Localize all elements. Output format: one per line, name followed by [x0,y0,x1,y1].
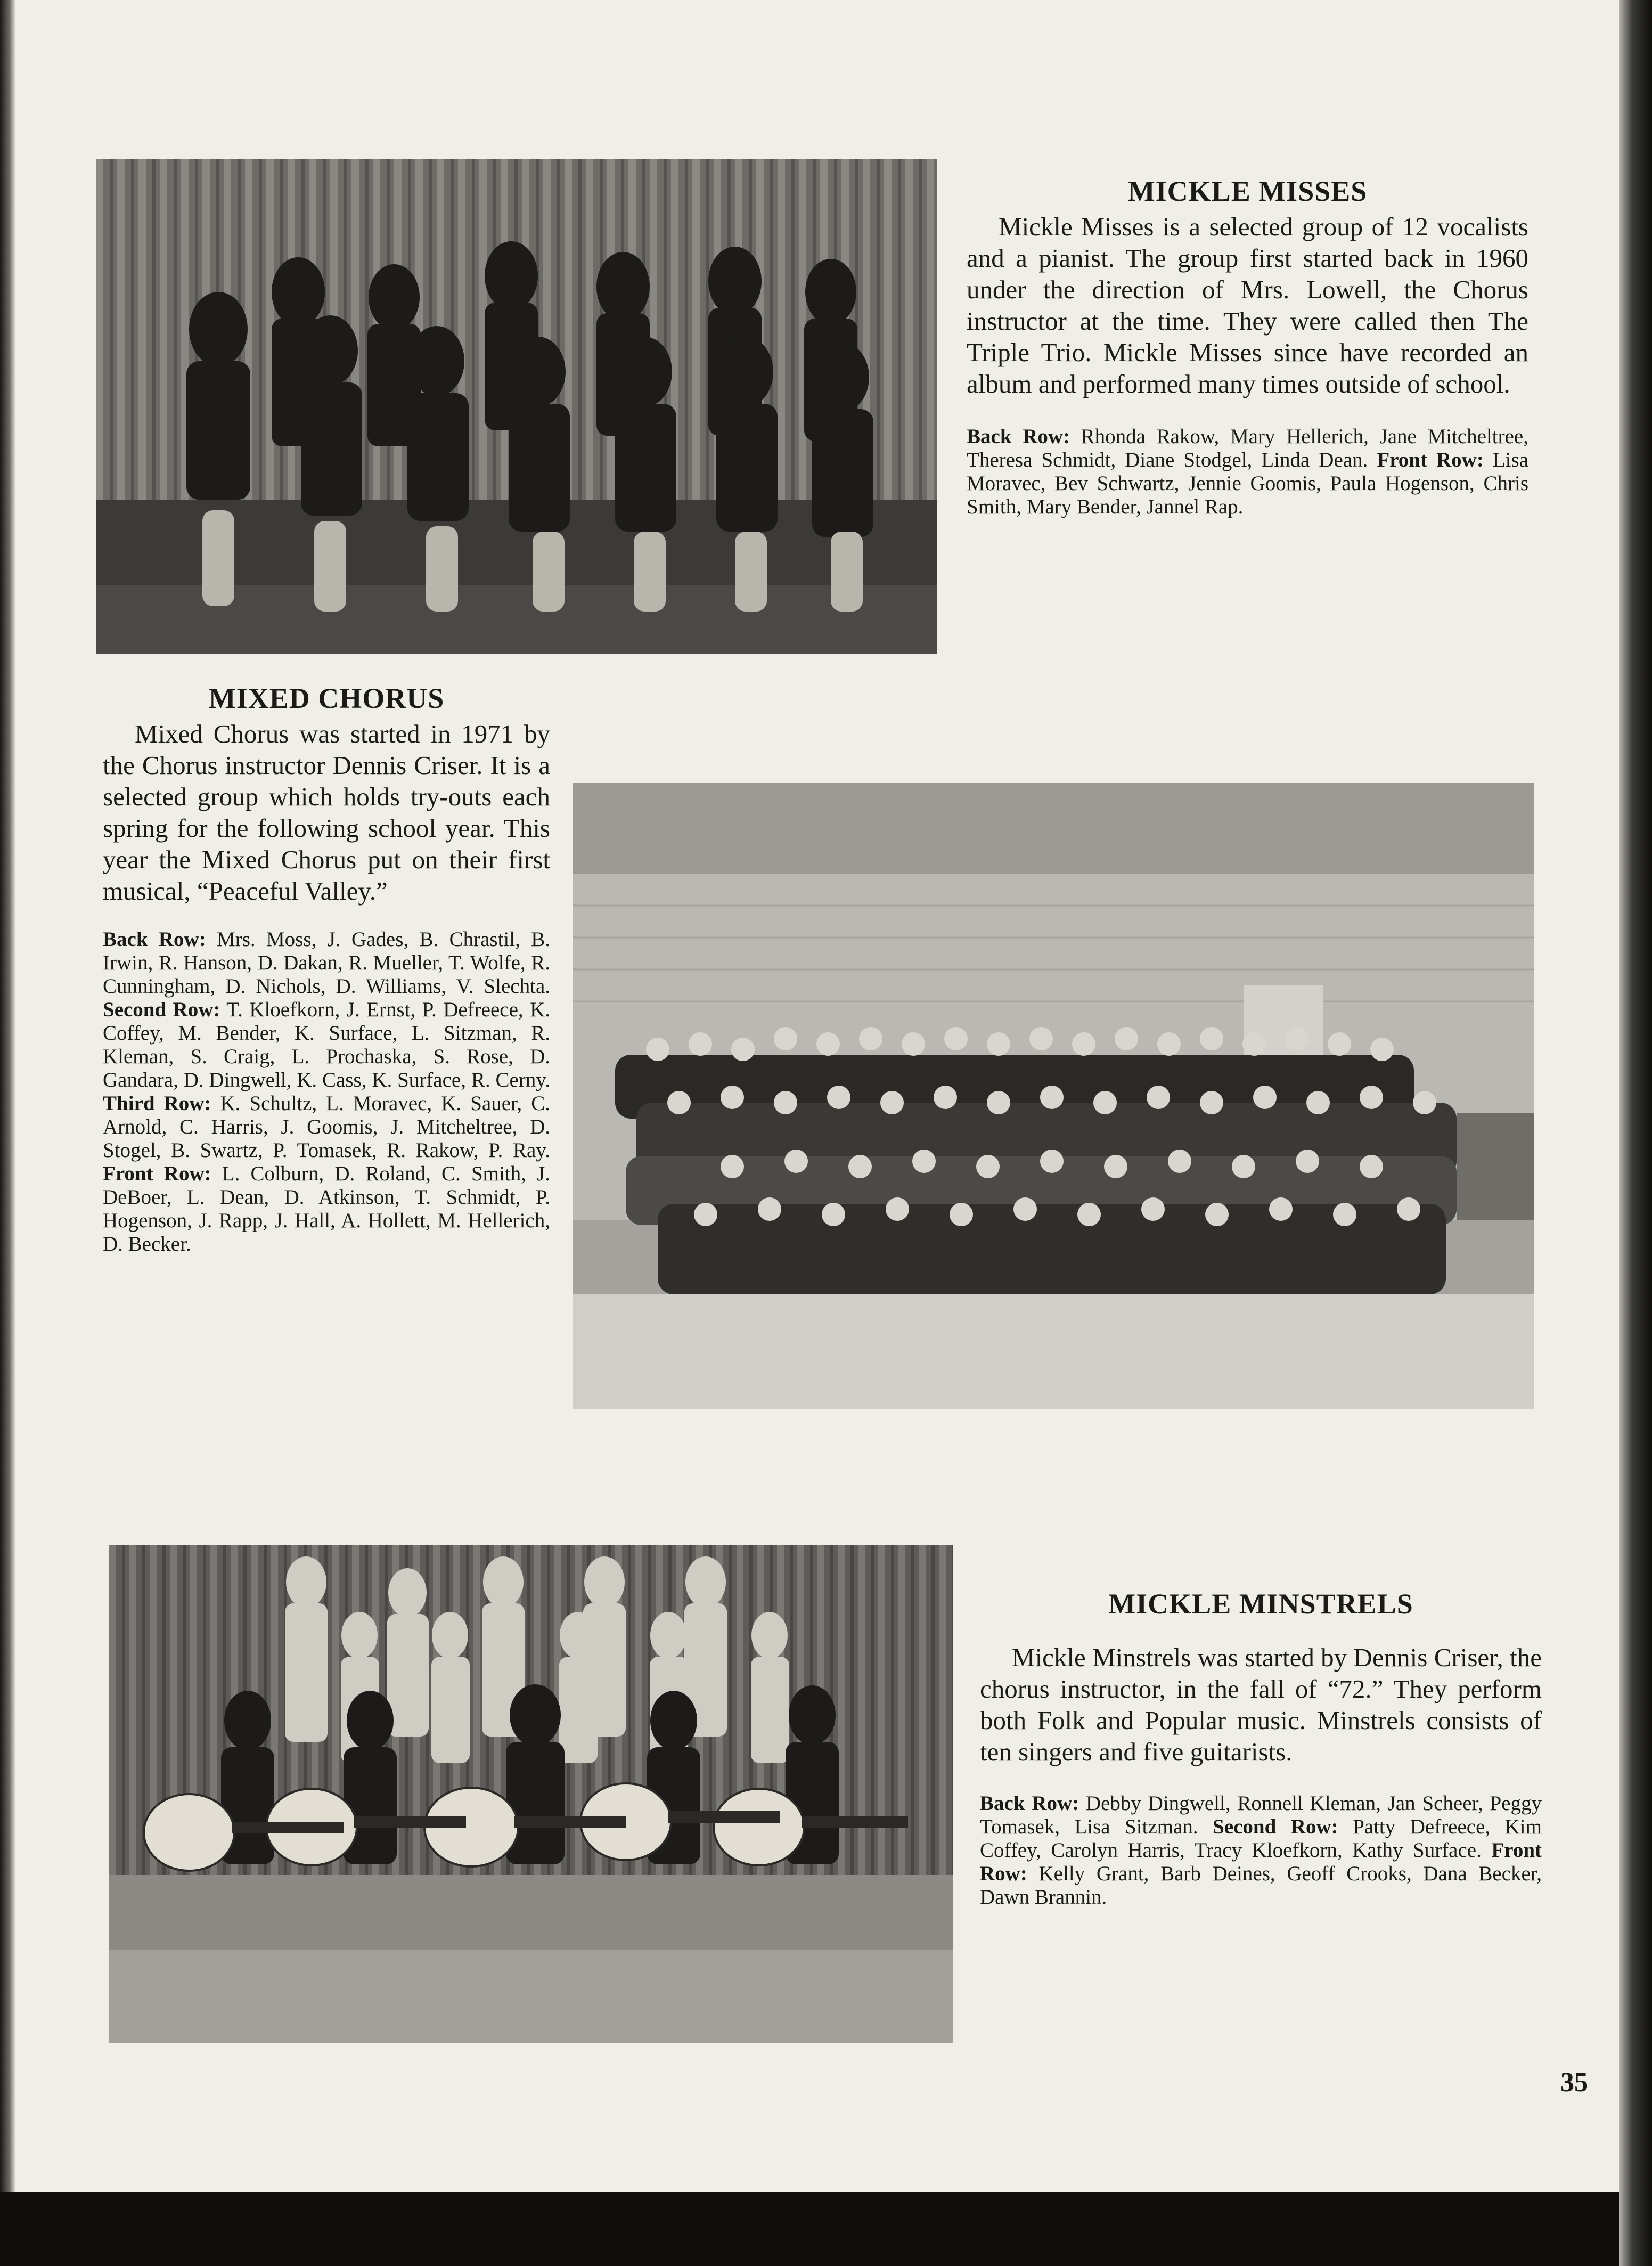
mickle-misses-photo [96,159,937,654]
caption-row-names: Debby Dingwell, Ronnell Kleman, Jan Scheer, Peggy Tomasek, Lisa Sitzman. [980,1792,1542,1838]
mixed-chorus-body: Mixed Chorus was started in 1971 by the Chorus instructor Dennis Criser. It is a selected group which holds try-outs each spring for the following school year. This year the Mixed Chorus put on their first musical, “Peaceful Valley.” [103,719,550,906]
mickle-misses-caption [967,425,1528,519]
mickle-minstrels-caption [980,1792,1542,1909]
caption-row-label: Third Row: [103,1092,211,1115]
mickle-misses-heading: MICKLE MISSES [1127,175,1368,207]
caption-row-names: Patty Defreece, Kim Coffey, Carolyn Harris, Tracy Kloefkorn, Kathy Surface. [980,1815,1542,1862]
caption-row-label: Front Row: [103,1162,211,1185]
mixed-chorus-photo [573,783,1534,1409]
mickle-minstrels-heading: MICKLE MINSTRELS [1108,1588,1413,1620]
binding-edge [1619,0,1652,2266]
mixed-chorus-heading: MIXED CHORUS [208,682,445,714]
mickle-minstrels-photo [109,1545,953,2043]
mickle-misses-body: Mickle Misses is a selected group of 12 vocalists and a pianist. The group first started back in 1960 under the direction of Mrs. Lowell, the Chorus instructor at the time. They were called then The Triple Trio. Mickle Misses since have recorded an album and performed many times outside of school. [967,212,1528,398]
mickle-minstrels-body: Mickle Minstrels was started by Dennis Criser, the chorus instructor, in the fall of “72.” They perform both Folk and Popular music. Minstrels consists of ten singers and five guitarists. [980,1643,1542,1766]
mixed-chorus-caption [103,928,550,1256]
caption-row-label: Back Row: [103,928,206,951]
caption-row-names: Mrs. Moss, J. Gades, B. Chrastil, B. Irwin, R. Hanson, D. Dakan, R. Mueller, T. Wolfe, R. Cunningham, D. Nichols, D. Williams, V. Slechta. [103,928,550,998]
caption-row-names: T. Kloefkorn, J. Ernst, P. Defreece, K. Coffey, M. Bender, K. Surface, L. Sitzman, R. Kleman, S. Craig, L. Prochaska, S. Rose, D. Gandara, D. Dingwell, K. Cass, K. Surface, R. Cerny. [103,998,550,1091]
caption-row-label: Second Row: [1213,1815,1338,1838]
page-number: 35 [1560,2067,1588,2098]
mickle-minstrels-text [980,1587,1542,1909]
caption-row-label: Front Row: [1377,449,1484,471]
caption-row-names: L. Colburn, D. Roland, C. Smith, J. DeBoer, L. Dean, D. Atkinson, T. Schmidt, P. Hogenson, J. Rapp, J. Hall, A. Hollett, M. Hellerich, D. Becker. [103,1162,550,1256]
caption-row-names: Kelly Grant, Barb Deines, Geoff Crooks, Dana Becker, Dawn Brannin. [980,1862,1542,1909]
mickle-misses-text [967,175,1528,519]
caption-row-label: Back Row: [967,425,1070,448]
mixed-chorus-text [103,682,550,1256]
caption-row-names: K. Schultz, L. Moravec, K. Sauer, C. Arnold, C. Harris, J. Goomis, J. Mitcheltree, D. Stogel, B. Swartz, P. Tomasek, R. Rakow, P. Ray. [103,1092,550,1162]
caption-row-label: Back Row: [980,1792,1079,1815]
page-spine-shadow [0,0,16,2192]
caption-row-label: Second Row: [103,998,220,1021]
caption-row-names: Lisa Moravec, Bev Schwartz, Jennie Goomis, Paula Hogenson, Chris Smith, Mary Bender, Jannel Rap. [967,449,1528,518]
caption-row-label: Front Row: [980,1839,1542,1885]
caption-row-names: Rhonda Rakow, Mary Hellerich, Jane Mitcheltree, Theresa Schmidt, Diane Stodgel, Linda Dean. [967,425,1528,471]
